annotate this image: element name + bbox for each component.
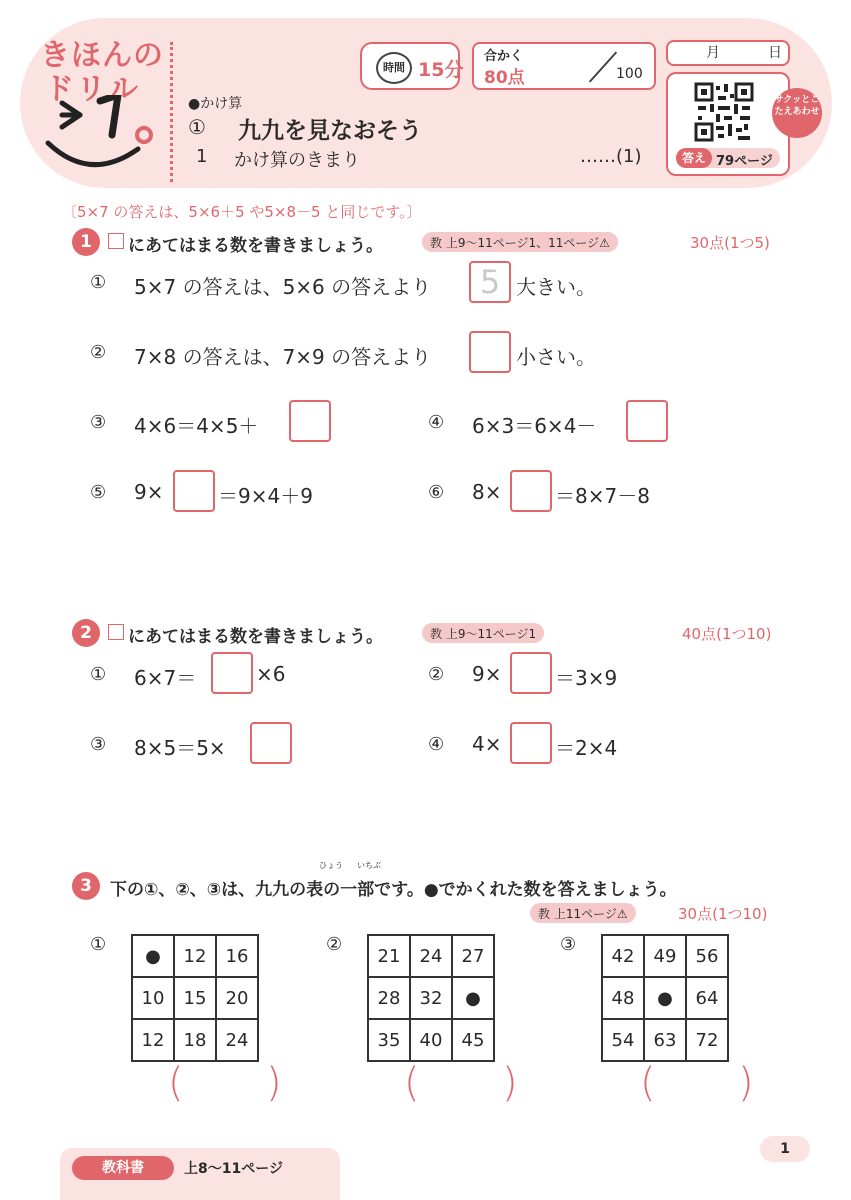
grid-cell: 28 bbox=[368, 977, 410, 1019]
textbook-pages: 上8〜11ページ bbox=[184, 1161, 283, 1177]
item-text: 4×6＝4×5＋ bbox=[134, 414, 259, 438]
grid-cell: 35 bbox=[368, 1019, 410, 1061]
unit-category: ●かけ算 bbox=[188, 96, 243, 112]
question-1-textbook-ref: 教 上9〜11ページ1、11ページ⚠ bbox=[422, 232, 618, 252]
question-2-points: 40点(1つ10) bbox=[682, 625, 772, 643]
item-text: 6×7＝ bbox=[134, 666, 197, 690]
grid-number: ① bbox=[90, 934, 107, 955]
grid-cell: 64 bbox=[686, 977, 728, 1019]
answer-box[interactable] bbox=[626, 400, 668, 442]
item-number: ① bbox=[90, 272, 107, 293]
hidden-cell: ● bbox=[452, 977, 494, 1019]
grid-number: ③ bbox=[560, 934, 577, 955]
grid-cell: 15 bbox=[174, 977, 216, 1019]
question-1-points: 30点(1つ5) bbox=[690, 234, 770, 252]
blank-box-icon bbox=[108, 624, 124, 640]
item-number: ② bbox=[90, 342, 107, 363]
answer-paren-open[interactable]: ( bbox=[168, 1060, 184, 1106]
date-day-label: 日 bbox=[768, 45, 782, 61]
grid-cell: 21 bbox=[368, 935, 410, 977]
answer-box[interactable]: 5 bbox=[469, 261, 511, 303]
answer-paren-close[interactable]: ) bbox=[502, 1060, 518, 1106]
grid-cell: 63 bbox=[644, 1019, 686, 1061]
item-number: ⑥ bbox=[428, 482, 445, 503]
header-divider bbox=[170, 42, 173, 182]
ruby-ichibu: いちぶ bbox=[357, 861, 381, 870]
grid-cell: 24 bbox=[410, 935, 452, 977]
grid-cell: 12 bbox=[132, 1019, 174, 1061]
item-number: ④ bbox=[428, 412, 445, 433]
grid-cell: 27 bbox=[452, 935, 494, 977]
grid-cell: 72 bbox=[686, 1019, 728, 1061]
logo-text-bottom: ドリル bbox=[44, 72, 140, 107]
question-3-instruction: 下の①、②、③は、九九の表の一部です。●でかくれた数を答えましょう。 bbox=[110, 880, 677, 900]
answer-paren-close[interactable]: ) bbox=[738, 1060, 754, 1106]
blank-box-icon bbox=[108, 233, 124, 249]
textbook-label: 教科書 bbox=[72, 1156, 174, 1180]
answer-box[interactable] bbox=[250, 722, 292, 764]
answer-label: 答え bbox=[676, 148, 712, 168]
item-text: 8× bbox=[472, 480, 502, 504]
smile-face-icon bbox=[40, 95, 170, 185]
question-3-points: 30点(1つ10) bbox=[678, 905, 768, 923]
logo-text-top: きほんの bbox=[40, 38, 164, 73]
item-number: ⑤ bbox=[90, 482, 107, 503]
answer-paren-open[interactable]: ( bbox=[404, 1060, 420, 1106]
question-2-badge: 2 bbox=[72, 619, 100, 647]
quick-check-badge: サクッとこたえあわせ bbox=[772, 88, 822, 138]
grid-cell: 32 bbox=[410, 977, 452, 1019]
item-text: 9× bbox=[134, 480, 164, 504]
item-number: ③ bbox=[90, 734, 107, 755]
answer-box[interactable] bbox=[211, 652, 253, 694]
answer-box[interactable] bbox=[289, 400, 331, 442]
grid-cell: 40 bbox=[410, 1019, 452, 1061]
item-number: ① bbox=[90, 664, 107, 685]
question-2-instruction: にあてはまる数を書きましょう。 bbox=[128, 627, 383, 647]
answer-paren-close[interactable]: ) bbox=[266, 1060, 282, 1106]
grid-cell: 45 bbox=[452, 1019, 494, 1061]
item-text-after: 小さい。 bbox=[516, 345, 596, 369]
item-text: 8×5＝5× bbox=[134, 736, 226, 760]
grid-cell: 24 bbox=[216, 1019, 258, 1061]
hidden-cell: ● bbox=[644, 977, 686, 1019]
grid-cell: 10 bbox=[132, 977, 174, 1019]
hidden-cell: ● bbox=[132, 935, 174, 977]
grid-cell: 20 bbox=[216, 977, 258, 1019]
item-text-after: ＝2×4 bbox=[555, 736, 618, 760]
grid-cell: 54 bbox=[602, 1019, 644, 1061]
item-number: ③ bbox=[90, 412, 107, 433]
multiplication-table-fragment bbox=[601, 934, 729, 1062]
item-text: 6×3＝6×4－ bbox=[472, 414, 597, 438]
grid-number: ② bbox=[326, 934, 343, 955]
subunit-part: ……(1) bbox=[580, 146, 642, 167]
hint-text: 〔5×7 の答えは、5×6＋5 や5×8－5 と同じです。〕 bbox=[62, 203, 422, 221]
grid-cell: 48 bbox=[602, 977, 644, 1019]
score-max: 100 bbox=[616, 66, 643, 82]
item-text: 5×7 の答えは、5×6 の答えより bbox=[134, 275, 432, 299]
item-text-after: ＝9×4＋9 bbox=[218, 484, 313, 508]
date-month-label: 月 bbox=[706, 45, 720, 61]
grid-cell: 18 bbox=[174, 1019, 216, 1061]
item-number: ② bbox=[428, 664, 445, 685]
question-2-textbook-ref: 教 上9〜11ページ1 bbox=[422, 623, 544, 643]
question-3-badge: 3 bbox=[72, 872, 100, 900]
answer-box[interactable] bbox=[510, 470, 552, 512]
unit-title: 九九を見なおそう bbox=[238, 118, 422, 144]
page-number: 1 bbox=[760, 1136, 810, 1162]
answer-page: 79ページ bbox=[716, 154, 773, 169]
answer-box[interactable] bbox=[173, 470, 215, 512]
grid-cell: 12 bbox=[174, 935, 216, 977]
item-number: ④ bbox=[428, 734, 445, 755]
grid-cell: 42 bbox=[602, 935, 644, 977]
ruby-hyou: ひょう bbox=[319, 861, 343, 870]
answer-box[interactable] bbox=[510, 652, 552, 694]
item-text: 4× bbox=[472, 732, 502, 756]
multiplication-table-fragment bbox=[131, 934, 259, 1062]
unit-number: ① bbox=[188, 115, 206, 139]
answer-box[interactable] bbox=[469, 331, 511, 373]
pass-score: 80点 bbox=[484, 68, 525, 88]
item-text-after: ＝3×9 bbox=[555, 666, 618, 690]
question-1-instruction: にあてはまる数を書きましょう。 bbox=[128, 236, 383, 256]
item-text-after: ×6 bbox=[256, 662, 286, 686]
multiplication-table-fragment bbox=[367, 934, 495, 1062]
item-text-after: ＝8×7－8 bbox=[555, 484, 650, 508]
item-text-after: 大きい。 bbox=[516, 275, 596, 299]
qr-code-icon[interactable] bbox=[694, 82, 754, 142]
item-text: 9× bbox=[472, 662, 502, 686]
subunit-number: 1 bbox=[196, 146, 208, 167]
question-3-textbook-ref: 教 上11ページ⚠ bbox=[530, 903, 636, 923]
subunit-title: かけ算のきまり bbox=[234, 150, 360, 171]
grid-cell: 56 bbox=[686, 935, 728, 977]
grid-cell: 49 bbox=[644, 935, 686, 977]
answer-box[interactable] bbox=[510, 722, 552, 764]
question-1-badge: 1 bbox=[72, 228, 100, 256]
item-text: 7×8 の答えは、7×9 の答えより bbox=[134, 345, 432, 369]
answer-paren-open[interactable]: ( bbox=[640, 1060, 656, 1106]
time-value: 15分 bbox=[418, 59, 464, 81]
timer-icon: 時間 bbox=[376, 52, 412, 84]
grid-cell: 16 bbox=[216, 935, 258, 977]
pass-label: 合かく bbox=[484, 49, 524, 64]
